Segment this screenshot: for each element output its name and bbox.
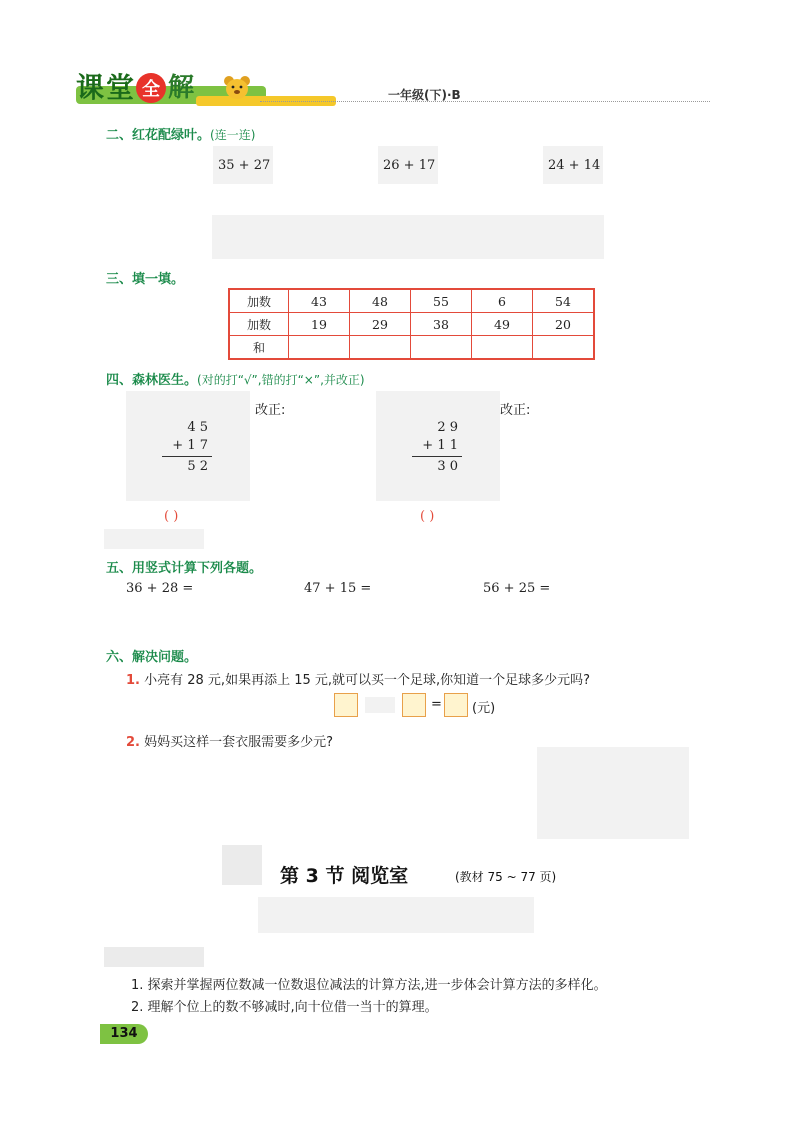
sum-cell-3[interactable] — [411, 336, 472, 360]
section2-title — [106, 124, 255, 143]
row2-label: 加数 — [229, 313, 289, 336]
section4-title-text: 四、森林医生。 — [106, 373, 198, 388]
brand-char-4: 解 — [168, 73, 195, 103]
table-row — [229, 289, 594, 313]
vertical-calc-3: 56 + 25 = — [483, 581, 551, 596]
section4-note: (对的打“√”,错的打“×”,并改正) — [197, 373, 365, 387]
sum-cell-4[interactable] — [472, 336, 533, 360]
cell: 48 — [350, 289, 411, 313]
answer-box-2[interactable] — [402, 693, 426, 717]
right-calc-line — [412, 456, 462, 457]
leaf-expr-2: 26 + 17 — [383, 158, 436, 173]
left-correct-label: 改正: — [255, 403, 286, 418]
right-correct-label: 改正: — [500, 403, 531, 418]
left-calc-result: 5 2 — [187, 459, 208, 474]
brand-char-3: 全 — [136, 73, 166, 103]
sum-cell-1[interactable] — [289, 336, 350, 360]
section-icon — [222, 845, 262, 885]
question-2-num: 2. — [126, 735, 140, 750]
left-calc-mid: + 1 7 — [172, 438, 208, 453]
equals-sign: = — [431, 697, 442, 712]
answer-box-3[interactable] — [444, 693, 468, 717]
table-row — [229, 336, 594, 360]
goal-2: 2. 理解个位上的数不够减时,向十位借一当十的算理。 — [131, 1000, 438, 1015]
vertical-calc-2: 47 + 15 = — [304, 581, 372, 596]
fill-table — [228, 288, 595, 360]
sum-cell-2[interactable] — [350, 336, 411, 360]
section-pages: (教材 75 ~ 77 页) — [455, 870, 557, 884]
cell: 6 — [472, 289, 533, 313]
question-1 — [126, 669, 590, 688]
section3-title: 三、填一填。 — [106, 272, 185, 287]
section-heading: 第 3 节 阅览室 — [280, 865, 409, 887]
sum-cell-5[interactable] — [533, 336, 595, 360]
brand-logo — [76, 70, 266, 110]
section6-title: 六、解决问题。 — [106, 650, 198, 665]
grade-label: 一年级(下)·B — [388, 88, 461, 102]
leaf-expr-3: 24 + 14 — [548, 158, 601, 173]
question-1-num: 1. — [126, 673, 140, 688]
left-sign-image — [104, 529, 204, 549]
section4-title — [106, 369, 365, 388]
right-calc-mid: + 1 1 — [422, 438, 458, 453]
question-2-text: 妈妈买这样一套衣服需要多少元? — [144, 735, 334, 750]
vertical-calc-1: 36 + 28 = — [126, 581, 194, 596]
operator-blank — [365, 697, 395, 713]
section2-note: (连一连) — [210, 128, 256, 142]
question-2 — [126, 731, 333, 750]
right-answer-paren[interactable]: ( ) — [420, 509, 435, 524]
right-calc-top: 2 9 — [437, 420, 458, 435]
question-1-text: 小亮有 28 元,如果再添上 15 元,就可以买一个足球,你知道一个足球多少元吗? — [144, 673, 591, 688]
header-dotted-rule — [260, 101, 710, 102]
cell: 19 — [289, 313, 350, 336]
cell: 54 — [533, 289, 595, 313]
learning-goals-tag — [104, 947, 204, 967]
right-calc-result: 3 0 — [437, 459, 458, 474]
left-calc-line — [162, 456, 212, 457]
cell: 43 — [289, 289, 350, 313]
cell: 29 — [350, 313, 411, 336]
cell: 49 — [472, 313, 533, 336]
brand-chars — [76, 70, 194, 106]
page-number: 134 — [100, 1024, 148, 1044]
goal-1: 1. 探索并掌握两位数减一位数退位减法的计算方法,进一步体会计算方法的多样化。 — [131, 978, 607, 993]
section5-title: 五、用竖式计算下列各题。 — [106, 561, 263, 576]
cell: 55 — [411, 289, 472, 313]
bear-icon — [222, 74, 252, 100]
section-banner-image — [258, 897, 534, 933]
brand-char-2: 堂 — [106, 71, 135, 104]
left-calc-top: 4 5 — [187, 420, 208, 435]
section2-title-text: 二、红花配绿叶。 — [106, 128, 211, 143]
table-row — [229, 313, 594, 336]
clothes-price-image — [537, 747, 689, 839]
flower-row-image — [212, 215, 604, 259]
leaf-expr-1: 35 + 27 — [218, 158, 271, 173]
answer-box-1[interactable] — [334, 693, 358, 717]
cell: 38 — [411, 313, 472, 336]
cell: 20 — [533, 313, 595, 336]
row1-label: 加数 — [229, 289, 289, 313]
brand-char-1: 课 — [76, 71, 105, 104]
left-answer-paren[interactable]: ( ) — [164, 509, 179, 524]
unit-label: (元) — [472, 701, 496, 716]
row3-label: 和 — [229, 336, 289, 360]
